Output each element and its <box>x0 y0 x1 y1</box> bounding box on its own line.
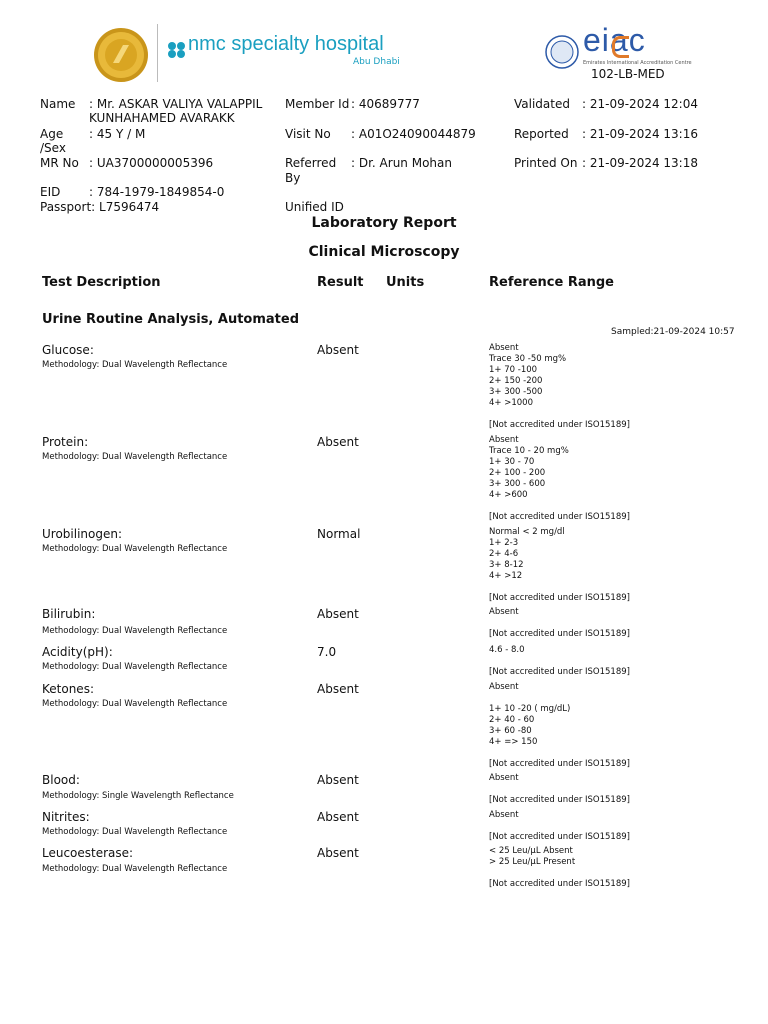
referred-label: Referred <box>285 156 337 170</box>
eiac-subtitle: Emirates International Accreditation Centre <box>583 60 692 66</box>
test-name: Bilirubin: <box>42 607 96 621</box>
age-label: Age <box>40 127 64 141</box>
test-name: Protein: <box>42 435 89 449</box>
reference-range: Absent [Not accredited under ISO15189] <box>489 810 630 842</box>
printed-value: : 21-09-2024 13:18 <box>582 156 698 170</box>
sampled-time: Sampled:21-09-2024 10:57 <box>611 327 735 337</box>
test-methodology: Methodology: Single Wavelength Reflectance <box>42 791 234 801</box>
nmc-logo-icon <box>166 40 188 60</box>
age-sex-value: : 45 Y / M <box>89 127 146 141</box>
validated-label: Validated <box>514 97 570 111</box>
test-result: Absent <box>317 773 359 787</box>
test-methodology: Methodology: Dual Wavelength Reflectance <box>42 662 228 672</box>
test-result: Absent <box>317 846 359 860</box>
visit-label: Visit No <box>285 127 331 141</box>
referred-by-label: By <box>285 171 301 185</box>
reference-range: Absent [Not accredited under ISO15189] <box>489 773 630 805</box>
test-methodology: Methodology: Dual Wavelength Reflectance <box>42 544 228 554</box>
printed-label: Printed On <box>514 156 578 170</box>
test-name: Leucoesterase: <box>42 846 134 860</box>
test-result: Absent <box>317 435 359 449</box>
test-name: Ketones: <box>42 682 94 696</box>
reference-range: Absent [Not accredited under ISO15189] <box>489 607 630 639</box>
panel-title: Urine Routine Analysis, Automated <box>42 312 300 327</box>
visit-value: : A01O24090044879 <box>351 127 476 141</box>
test-result: 7.0 <box>317 645 337 659</box>
test-name: Urobilinogen: <box>42 527 123 541</box>
unified-id-label: Unified ID <box>285 200 344 214</box>
test-result: Normal <box>317 527 361 541</box>
member-value: : 40689777 <box>351 97 420 111</box>
passport: Passport: L7596474 <box>40 200 160 214</box>
accreditation-code: 102-LB-MED <box>591 67 665 81</box>
mrno-label: MR No <box>40 156 79 170</box>
eiac-accent-mark <box>612 36 629 58</box>
test-methodology: Methodology: Dual Wavelength Reflectance <box>42 452 228 462</box>
reference-range: Absent 1+ 10 -20 ( mg/dL) 2+ 40 - 60 3+ 60 -80 4+ => 150 [Not accredited under ISO15189] <box>489 682 630 769</box>
reported-value: : 21-09-2024 13:16 <box>582 127 698 141</box>
accreditation-note: [Not accredited under ISO15189] <box>489 593 630 603</box>
col-test-description: Test Description <box>42 275 161 290</box>
report-header <box>40 0 720 95</box>
test-result: Absent <box>317 810 359 824</box>
member-label: Member Id <box>285 97 350 111</box>
referred-value: : Dr. Arun Mohan <box>351 156 452 170</box>
test-name: Nitrites: <box>42 810 90 824</box>
eiac-logo: eiac <box>583 22 646 58</box>
test-methodology: Methodology: Dual Wavelength Reflectance <box>42 827 228 837</box>
test-result: Absent <box>317 607 359 621</box>
mrno-value: : UA3700000005396 <box>89 156 214 170</box>
col-reference-range: Reference Range <box>489 275 614 290</box>
accreditation-note: [Not accredited under ISO15189] <box>489 512 630 522</box>
patient-name: : Mr. ASKAR VALIYA VALAPPIL <box>89 97 263 111</box>
hospital-city: Abu Dhabi <box>353 57 400 67</box>
test-name: Acidity(pH): <box>42 645 113 659</box>
test-methodology: Methodology: Dual Wavelength Reflectance <box>42 626 228 636</box>
reference-range: Absent Trace 10 - 20 mg% 1+ 30 - 70 2+ 100 - 200 3+ 300 - 600 4+ >600 [Not accredited under ISO15189] <box>489 435 630 522</box>
accreditation-note: [Not accredited under ISO15189] <box>489 795 630 805</box>
eid-value: : 784-1979-1849854-0 <box>89 185 225 199</box>
validated-value: : 21-09-2024 12:04 <box>582 97 698 111</box>
accreditation-note: [Not accredited under ISO15189] <box>489 629 630 639</box>
col-result: Result <box>317 275 364 290</box>
reference-range: Normal < 2 mg/dl 1+ 2-3 2+ 4-6 3+ 8-12 4+ >12 [Not accredited under ISO15189] <box>489 527 630 603</box>
accreditation-note: [Not accredited under ISO15189] <box>489 759 630 769</box>
test-methodology: Methodology: Dual Wavelength Reflectance <box>42 864 228 874</box>
ilac-mra-logo <box>545 35 579 69</box>
report-title: Laboratory Report <box>311 215 457 231</box>
test-result: Absent <box>317 682 359 696</box>
name-label: Name <box>40 97 76 111</box>
reported-label: Reported <box>514 127 569 141</box>
accreditation-note: [Not accredited under ISO15189] <box>489 667 630 677</box>
test-methodology: Methodology: Dual Wavelength Reflectance <box>42 360 228 370</box>
reference-range: < 25 Leu/µL Absent > 25 Leu/µL Present [Not accredited under ISO15189] <box>489 846 630 889</box>
reference-range: Absent Trace 30 -50 mg% 1+ 70 -100 2+ 150 -200 3+ 300 -500 4+ >1000 [Not accredited under ISO15189] <box>489 343 630 430</box>
test-result: Absent <box>317 343 359 357</box>
hospital-name: nmc specialty hospital <box>188 33 384 55</box>
jci-accreditation-badge <box>93 27 149 83</box>
test-name: Glucose: <box>42 343 94 357</box>
col-units: Units <box>386 275 425 290</box>
reference-range: 4.6 - 8.0 [Not accredited under ISO15189] <box>489 645 630 677</box>
accreditation-note: [Not accredited under ISO15189] <box>489 879 630 889</box>
accreditation-note: [Not accredited under ISO15189] <box>489 832 630 842</box>
sex-label: /Sex <box>40 141 66 155</box>
eid-label: EID <box>40 185 61 199</box>
accreditation-note: [Not accredited under ISO15189] <box>489 420 630 430</box>
section-title: Clinical Microscopy <box>308 244 460 260</box>
patient-name-line2: KUNHAHAMED AVARAKK <box>89 111 235 125</box>
test-methodology: Methodology: Dual Wavelength Reflectance <box>42 699 228 709</box>
test-name: Blood: <box>42 773 80 787</box>
